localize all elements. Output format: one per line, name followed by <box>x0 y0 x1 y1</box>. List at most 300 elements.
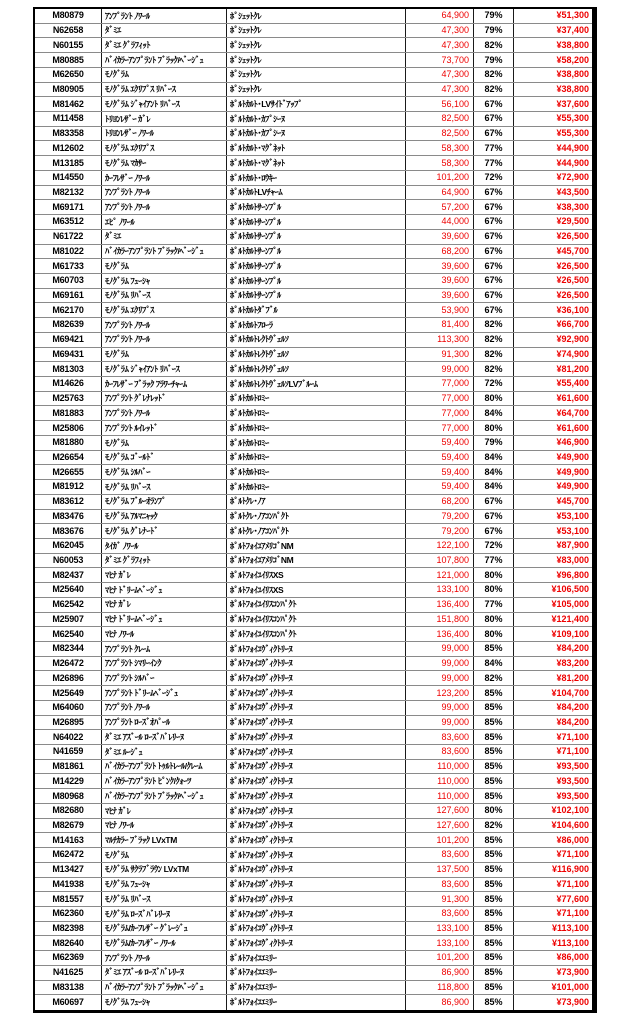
list-price-cell: 83,600 <box>406 730 474 744</box>
table-row <box>35 333 592 348</box>
offer-price-cell: ¥26,500 <box>556 275 589 286</box>
material-color-cell: ｱﾝﾌﾟﾗﾝﾄ ﾛｰｽﾞｵﾊﾟｰﾙ <box>102 716 227 730</box>
rate-cell: 85% <box>474 642 514 656</box>
table-row <box>35 348 592 363</box>
model-number-cell: M60703 <box>35 274 102 288</box>
rate-cell: 84% <box>474 480 514 494</box>
rate-cell: 67% <box>474 495 514 509</box>
rate-cell: 67% <box>474 200 514 214</box>
model-number-cell: M14229 <box>35 774 102 788</box>
rate-cell: 84% <box>474 465 514 479</box>
material-color-cell: ﾓﾉｸﾞﾗﾑ <box>102 259 227 273</box>
rate-cell: 79% <box>474 53 514 67</box>
list-price-cell: 91,300 <box>406 892 474 906</box>
model-number-cell: M81557 <box>35 892 102 906</box>
model-number-cell: M41938 <box>35 878 102 892</box>
list-price-cell: 47,300 <box>406 83 474 97</box>
model-number-cell: M14163 <box>35 833 102 847</box>
rate-cell: 77% <box>474 156 514 170</box>
material-color-cell: ﾊﾞｲｶﾗｰｱﾝﾌﾟﾗﾝﾄ ﾄｩﾙﾄﾚｰﾙ/ｸﾚｰﾑ <box>102 760 227 774</box>
model-number-cell: M13427 <box>35 863 102 877</box>
rate-cell: 67% <box>474 97 514 111</box>
model-number-cell: M69161 <box>35 289 102 303</box>
list-price-cell: 77,000 <box>406 392 474 406</box>
model-number-cell: M83676 <box>35 524 102 538</box>
model-number-cell: M80905 <box>35 83 102 97</box>
table-row <box>35 936 592 951</box>
model-number-cell: M62650 <box>35 68 102 82</box>
rate-cell: 79% <box>474 436 514 450</box>
model-number-cell: M80879 <box>35 9 102 23</box>
table-row <box>35 436 592 451</box>
material-color-cell: ﾓﾉｸﾞﾗﾑ ﾌﾞﾙｰｵﾗﾝﾌﾟ <box>102 495 227 509</box>
offer-price-cell: ¥93,500 <box>556 790 589 801</box>
product-line-cell: ﾎﾟﾙﾄﾌｫｲﾕｳﾞｨｸﾄﾘｰﾇ <box>227 833 406 847</box>
offer-price-cell: ¥87,900 <box>556 540 589 551</box>
model-number-cell: M25907 <box>35 613 102 627</box>
product-line-cell: ﾎﾟﾙﾄｶﾙﾄｻｰﾝﾌﾟﾙ <box>227 259 406 273</box>
rate-cell: 80% <box>474 421 514 435</box>
list-price-cell: 56,100 <box>406 97 474 111</box>
rate-cell: 85% <box>474 995 514 1010</box>
model-number-cell: M64060 <box>35 701 102 715</box>
rate-cell: 85% <box>474 774 514 788</box>
list-price-cell: 57,200 <box>406 200 474 214</box>
table-row <box>35 245 592 260</box>
offer-price-cell: ¥66,700 <box>556 319 589 330</box>
rate-cell: 82% <box>474 318 514 332</box>
product-line-cell: ﾎﾟﾙﾄｶﾙﾄﾚｸﾄｳﾞｪﾙｿ <box>227 362 406 376</box>
model-number-cell: M25806 <box>35 421 102 435</box>
material-color-cell: ｱﾝﾌﾟﾗﾝﾄ ｼﾙﾊﾞｰ <box>102 671 227 685</box>
offer-price-cell: ¥53,100 <box>556 510 589 521</box>
product-line-cell: ﾎﾟﾙﾄﾌｫｲﾕｳﾞｨｸﾄﾘｰﾇ <box>227 848 406 862</box>
offer-price-cell: ¥113,100 <box>551 937 589 948</box>
offer-price-cell: ¥38,300 <box>556 201 589 212</box>
list-price-cell: 91,300 <box>406 348 474 362</box>
rate-cell: 67% <box>474 112 514 126</box>
list-price-cell: 133,100 <box>406 922 474 936</box>
list-price-cell: 59,400 <box>406 451 474 465</box>
rate-cell: 85% <box>474 833 514 847</box>
offer-price-cell: ¥84,200 <box>556 702 589 713</box>
offer-price-cell: ¥86,000 <box>556 952 589 963</box>
model-number-cell: M26655 <box>35 465 102 479</box>
offer-price-cell: ¥45,700 <box>556 496 589 507</box>
rate-cell: 80% <box>474 804 514 818</box>
material-color-cell: ﾓﾉｸﾞﾗﾑ ｻｸﾗﾌﾞﾗｳﾝ LVxTM <box>102 863 227 877</box>
list-price-cell: 136,400 <box>406 627 474 641</box>
offer-price-cell: ¥43,500 <box>556 187 589 197</box>
material-color-cell: ﾓﾉｸﾞﾗﾑ ﾌｭｰｼｬ <box>102 274 227 288</box>
table-row <box>35 24 592 39</box>
material-color-cell: ﾏﾋﾅ ﾉﾜｰﾙ <box>102 819 227 833</box>
table-row <box>35 789 592 804</box>
table-row <box>35 907 592 922</box>
material-color-cell: ﾓﾉｸﾞﾗﾑ ﾏｶｻｰ <box>102 156 227 170</box>
table-row <box>35 230 592 245</box>
material-color-cell: ｱﾝﾌﾟﾗﾝﾄ ﾄﾞﾘｰﾑﾍﾞｰｼﾞｭ <box>102 686 227 700</box>
offer-price-cell: ¥26,500 <box>556 290 589 301</box>
rate-cell: 85% <box>474 922 514 936</box>
list-price-cell: 81,400 <box>406 318 474 332</box>
product-line-cell: ﾎﾟｼｪｯﾄｸﾚ <box>227 53 406 67</box>
rate-cell: 77% <box>474 554 514 568</box>
product-line-cell: ﾎﾟﾙﾄｶﾙﾄﾀﾞﾌﾞﾙ <box>227 303 406 317</box>
material-color-cell: ｱﾝﾌﾟﾗﾝﾄ ﾉﾜｰﾙ <box>102 406 227 420</box>
offer-price-cell: ¥38,800 <box>556 83 589 94</box>
list-price-cell: 99,000 <box>406 716 474 730</box>
material-color-cell: ﾓﾉｸﾞﾗﾑ ｱﾙﾏﾆｬｯｸ <box>102 510 227 524</box>
offer-price-cell: ¥71,100 <box>556 908 589 919</box>
material-color-cell: ｱﾝﾌﾟﾗﾝﾄ ﾉﾜｰﾙ <box>102 318 227 332</box>
model-number-cell: N62658 <box>35 24 102 38</box>
rate-cell: 85% <box>474 701 514 715</box>
list-price-cell: 44,000 <box>406 215 474 229</box>
table-row <box>35 966 592 981</box>
product-line-cell: ﾎﾟﾙﾄｶﾙﾄﾚｸﾄｳﾞｪﾙｿLVﾌﾞﾙｰﾑ <box>227 377 406 391</box>
offer-price-cell: ¥84,200 <box>556 643 589 654</box>
model-number-cell: M83138 <box>35 981 102 995</box>
offer-price-cell: ¥71,100 <box>556 746 589 757</box>
table-row <box>35 97 592 112</box>
offer-price-cell: ¥49,900 <box>556 451 589 462</box>
rate-cell: 77% <box>474 598 514 612</box>
model-number-cell: M62045 <box>35 539 102 553</box>
model-number-cell: N60155 <box>35 38 102 52</box>
product-line-cell: ﾎﾟﾙﾄｶﾙﾄ･ﾏｸﾞﾈｯﾄ <box>227 141 406 155</box>
list-price-cell: 123,200 <box>406 686 474 700</box>
offer-price-cell: ¥116,900 <box>551 864 589 875</box>
material-color-cell: ｱﾝﾌﾟﾗﾝﾄ ﾉﾜｰﾙ <box>102 701 227 715</box>
list-price-cell: 86,900 <box>406 966 474 980</box>
material-color-cell: ｱﾝﾌﾟﾗﾝﾄ ﾉﾜｰﾙ <box>102 200 227 214</box>
model-number-cell: M69171 <box>35 200 102 214</box>
material-color-cell: ｱﾝﾌﾟﾗﾝﾄ ｸﾚｰﾑ <box>102 642 227 656</box>
material-color-cell: ﾓﾉｸﾞﾗﾑ ﾘﾊﾞｰｽ <box>102 480 227 494</box>
list-price-cell: 82,500 <box>406 112 474 126</box>
material-color-cell: ﾀﾞﾐｴ <box>102 230 227 244</box>
product-line-cell: ﾎﾟﾙﾄｸﾚ･ﾉｱ <box>227 495 406 509</box>
rate-cell: 84% <box>474 657 514 671</box>
offer-price-cell: ¥26,500 <box>556 260 589 271</box>
product-line-cell: ﾎﾟﾙﾄﾌｫｲﾕｱﾒﾘｺﾞNM <box>227 554 406 568</box>
product-line-cell: ﾎﾟﾙﾄｶﾙﾄｻｰﾝﾌﾟﾙ <box>227 245 406 259</box>
offer-price-cell: ¥81,200 <box>556 363 589 374</box>
material-color-cell: ﾄﾘﾖﾝﾚｻﾞｰ ﾉﾜｰﾙ <box>102 127 227 141</box>
material-color-cell: ﾄﾘﾖﾝﾚｻﾞｰ ｶﾞﾚ <box>102 112 227 126</box>
product-line-cell: ﾎﾟﾙﾄｶﾙﾄﾛﾐｰ <box>227 392 406 406</box>
model-number-cell: N61722 <box>35 230 102 244</box>
model-number-cell: M26896 <box>35 671 102 685</box>
product-line-cell: ﾎﾟﾙﾄﾌｫｲﾕｳﾞｨｸﾄﾘｰﾇ <box>227 936 406 950</box>
material-color-cell: ﾓﾉｸﾞﾗﾑ ｸﾞﾚﾅｰﾄﾞ <box>102 524 227 538</box>
model-number-cell: M80885 <box>35 53 102 67</box>
rate-cell: 85% <box>474 936 514 950</box>
material-color-cell: ﾏﾋﾅ ﾉﾜｰﾙ <box>102 627 227 641</box>
table-row <box>35 863 592 878</box>
list-price-cell: 133,100 <box>406 936 474 950</box>
material-color-cell: ﾊﾞｲｶﾗｰｱﾝﾌﾟﾗﾝﾄ ﾌﾞﾗｯｸ/ﾍﾞｰｼﾞｭ <box>102 789 227 803</box>
table-row <box>35 156 592 171</box>
material-color-cell: ﾀﾞﾐｴ <box>102 24 227 38</box>
offer-price-cell: ¥96,800 <box>556 569 589 580</box>
offer-price-cell: ¥45,700 <box>556 245 589 256</box>
model-number-cell: M62369 <box>35 951 102 965</box>
material-color-cell: ﾓﾉｸﾞﾗﾑ <box>102 436 227 450</box>
product-line-cell: ﾎﾟﾙﾄﾌｫｲﾕｳﾞｨｸﾄﾘｰﾇ <box>227 730 406 744</box>
model-number-cell: M83476 <box>35 510 102 524</box>
material-color-cell: ﾓﾉｸﾞﾗﾑ ﾘﾊﾞｰｽ <box>102 289 227 303</box>
model-number-cell: M82398 <box>35 922 102 936</box>
offer-price-cell: ¥64,700 <box>556 407 589 418</box>
table-row <box>35 421 592 436</box>
material-color-cell: ﾏﾙﾁｶﾗｰ ﾌﾞﾗｯｸ LVxTM <box>102 833 227 847</box>
table-row <box>35 657 592 672</box>
list-price-cell: 79,200 <box>406 510 474 524</box>
model-number-cell: M61733 <box>35 259 102 273</box>
model-number-cell: M82437 <box>35 568 102 582</box>
list-price-cell: 83,600 <box>406 745 474 759</box>
offer-price-cell: ¥77,600 <box>556 893 589 904</box>
list-price-cell: 83,600 <box>406 848 474 862</box>
offer-price-cell: ¥92,900 <box>556 334 589 345</box>
product-line-cell: ﾎﾟﾙﾄﾌｫｲﾕｳﾞｨｸﾄﾘｰﾇ <box>227 760 406 774</box>
model-number-cell: M62170 <box>35 303 102 317</box>
offer-price-cell: ¥58,200 <box>556 54 589 65</box>
list-price-cell: 73,700 <box>406 53 474 67</box>
product-line-cell: ﾎﾟﾙﾄﾌｫｲﾕｴﾐﾘｰ <box>227 981 406 995</box>
model-number-cell: M82640 <box>35 936 102 950</box>
table-row <box>35 568 592 583</box>
model-number-cell: M81022 <box>35 245 102 259</box>
table-row <box>35 539 592 554</box>
table-row <box>35 510 592 525</box>
rate-cell: 82% <box>474 68 514 82</box>
table-row <box>35 259 592 274</box>
material-color-cell: ｶｰﾌﾚｻﾞｰ ﾉﾜｰﾙ <box>102 171 227 185</box>
model-number-cell: M26472 <box>35 657 102 671</box>
offer-price-cell: ¥29,500 <box>556 216 589 227</box>
model-number-cell: M25763 <box>35 392 102 406</box>
table-row <box>35 171 592 186</box>
rate-cell: 79% <box>474 9 514 23</box>
list-price-cell: 39,600 <box>406 274 474 288</box>
product-line-cell: ﾎﾟﾙﾄｶﾙﾄﾛﾐｰ <box>227 451 406 465</box>
table-row <box>35 995 592 1010</box>
product-line-cell: ﾎﾟﾙﾄﾌｫｲﾕｳﾞｨｸﾄﾘｰﾇ <box>227 789 406 803</box>
list-price-cell: 47,300 <box>406 24 474 38</box>
rate-cell: 77% <box>474 141 514 155</box>
product-line-cell: ﾎﾟﾙﾄｶﾙﾄﾚｸﾄｳﾞｪﾙｿ <box>227 333 406 347</box>
model-number-cell: M82680 <box>35 804 102 818</box>
offer-price-cell: ¥86,000 <box>556 834 589 845</box>
offer-price-cell: ¥105,000 <box>551 599 589 610</box>
rate-cell: 85% <box>474 907 514 921</box>
product-line-cell: ﾎﾟﾙﾄﾌｫｲﾕｲﾘｽXS <box>227 568 406 582</box>
rate-cell: 80% <box>474 583 514 597</box>
rate-cell: 67% <box>474 274 514 288</box>
offer-price-cell: ¥71,100 <box>556 849 589 860</box>
table-row <box>35 83 592 98</box>
product-line-cell: ﾎﾟﾙﾄﾌｫｲﾕｳﾞｨｸﾄﾘｰﾇ <box>227 671 406 685</box>
material-color-cell: ｶｰﾌﾚｻﾞｰ ﾌﾞﾗｯｸ ﾌﾗﾜｰﾁｬｰﾑ <box>102 377 227 391</box>
model-number-cell: M82132 <box>35 186 102 200</box>
model-number-cell: M25649 <box>35 686 102 700</box>
product-line-cell: ﾎﾟﾙﾄﾌｫｲﾕｳﾞｨｸﾄﾘｰﾇ <box>227 642 406 656</box>
model-number-cell: M82344 <box>35 642 102 656</box>
table-row <box>35 981 592 996</box>
offer-price-cell: ¥51,300 <box>556 10 589 21</box>
product-line-cell: ﾎﾟﾙﾄﾌｫｲﾕｴﾐﾘｰ <box>227 966 406 980</box>
list-price-cell: 151,800 <box>406 613 474 627</box>
model-number-cell: N60053 <box>35 554 102 568</box>
product-line-cell: ﾎﾟﾙﾄｸﾚ･ﾉｱｺﾝﾊﾟｸﾄ <box>227 524 406 538</box>
material-color-cell: ﾓﾉｸﾞﾗﾑ/ｶｰﾌﾚｻﾞｰ ﾉﾜｰﾙ <box>102 936 227 950</box>
list-price-cell: 64,900 <box>406 9 474 23</box>
list-price-cell: 83,600 <box>406 907 474 921</box>
table-row <box>35 112 592 127</box>
offer-price-cell: ¥26,500 <box>556 231 589 242</box>
material-color-cell: ｱﾝﾌﾟﾗﾝﾄ ﾉﾜｰﾙ <box>102 186 227 200</box>
material-color-cell: ﾀｲｶﾞ ﾉﾜｰﾙ <box>102 539 227 553</box>
table-row <box>35 9 592 24</box>
table-row <box>35 642 592 657</box>
table-row <box>35 68 592 83</box>
material-color-cell: ｱﾝﾌﾟﾗﾝﾄ ﾉﾜｰﾙ <box>102 951 227 965</box>
rate-cell: 80% <box>474 568 514 582</box>
list-price-cell: 47,300 <box>406 38 474 52</box>
model-number-cell: M81912 <box>35 480 102 494</box>
offer-price-cell: ¥81,200 <box>556 672 589 683</box>
product-line-cell: ﾎﾟｼｪｯﾄｸﾚ <box>227 9 406 23</box>
model-number-cell: M83612 <box>35 495 102 509</box>
product-line-cell: ﾎﾟﾙﾄｶﾙﾄﾚｸﾄｳﾞｪﾙｿ <box>227 348 406 362</box>
offer-price-cell: ¥44,900 <box>556 142 589 153</box>
list-price-cell: 39,600 <box>406 289 474 303</box>
material-color-cell: ｱﾝﾌﾟﾗﾝﾄ ｼﾏﾘｰｲﾝｸ <box>102 657 227 671</box>
model-number-cell: N41625 <box>35 966 102 980</box>
model-number-cell: M14626 <box>35 377 102 391</box>
model-number-cell: M81303 <box>35 362 102 376</box>
material-color-cell: ｴﾋﾟ ﾉﾜｰﾙ <box>102 215 227 229</box>
table-row <box>35 53 592 68</box>
product-line-cell: ﾎﾟﾙﾄｶﾙﾄﾛﾐｰ <box>227 421 406 435</box>
model-number-cell: M26895 <box>35 716 102 730</box>
offer-price-cell: ¥53,100 <box>556 525 589 536</box>
material-color-cell: ﾓﾉｸﾞﾗﾑ ﾌｭｰｼｬ <box>102 878 227 892</box>
product-line-cell: ﾎﾟﾙﾄﾌｫｲﾕｲﾘｽｺﾝﾊﾟｸﾄ <box>227 598 406 612</box>
table-row <box>35 627 592 642</box>
material-color-cell: ﾓﾉｸﾞﾗﾑ ﾌｭｰｼｬ <box>102 995 227 1010</box>
product-line-cell: ﾎﾟﾙﾄﾌｫｲﾕｳﾞｨｸﾄﾘｰﾇ <box>227 686 406 700</box>
offer-price-cell: ¥93,500 <box>556 761 589 772</box>
offer-price-cell: ¥104,700 <box>551 687 589 698</box>
list-price-cell: 122,100 <box>406 539 474 553</box>
model-number-cell: M69421 <box>35 333 102 347</box>
model-number-cell: M14550 <box>35 171 102 185</box>
table-row <box>35 186 592 201</box>
offer-price-cell: ¥83,000 <box>556 555 589 566</box>
table-row <box>35 730 592 745</box>
model-number-cell: M62360 <box>35 907 102 921</box>
list-price-cell: 110,000 <box>406 760 474 774</box>
product-line-cell: ﾎﾟﾙﾄﾌｫｲﾕｴﾐﾘｰ <box>227 951 406 965</box>
product-line-cell: ﾎﾟﾙﾄｶﾙﾄｻｰﾝﾌﾟﾙ <box>227 274 406 288</box>
list-price-cell: 39,600 <box>406 230 474 244</box>
offer-price-cell: ¥37,600 <box>556 98 589 109</box>
table-row <box>35 451 592 466</box>
material-color-cell: ﾏﾋﾅ ﾄﾞﾘｰﾑﾍﾞｰｼﾞｭ <box>102 613 227 627</box>
table-row <box>35 524 592 539</box>
product-line-cell: ﾎﾟﾙﾄｶﾙﾄｻｰﾝﾌﾟﾙ <box>227 289 406 303</box>
material-color-cell: ﾊﾞｲｶﾗｰｱﾝﾌﾟﾗﾝﾄ ﾋﾟﾝｸ/ｸｫｰﾂ <box>102 774 227 788</box>
product-line-cell: ﾎﾟﾙﾄｶﾙﾄLVﾁｬｰﾑ <box>227 186 406 200</box>
list-price-cell: 118,800 <box>406 981 474 995</box>
rate-cell: 85% <box>474 863 514 877</box>
rate-cell: 85% <box>474 760 514 774</box>
table-row <box>35 745 592 760</box>
material-color-cell: ﾏﾋﾅ ｶﾞﾚ <box>102 598 227 612</box>
material-color-cell: ﾓﾉｸﾞﾗﾑ ﾘﾊﾞｰｽ <box>102 892 227 906</box>
model-number-cell: N41659 <box>35 745 102 759</box>
table-row <box>35 318 592 333</box>
table-row <box>35 274 592 289</box>
rate-cell: 82% <box>474 362 514 376</box>
material-color-cell: ﾓﾉｸﾞﾗﾑ ｴｸﾘﾌﾟｽ <box>102 303 227 317</box>
table-row <box>35 303 592 318</box>
rate-cell: 85% <box>474 745 514 759</box>
material-color-cell: ﾏﾋﾅ ｶﾞﾚ <box>102 804 227 818</box>
product-line-cell: ﾎﾟﾙﾄｶﾙﾄﾌﾛｰﾗ <box>227 318 406 332</box>
rate-cell: 72% <box>474 539 514 553</box>
material-color-cell: ﾓﾉｸﾞﾗﾑ ﾛｰｽﾞﾊﾞﾚﾘｰﾇ <box>102 907 227 921</box>
offer-price-cell: ¥104,600 <box>551 819 589 830</box>
table-row <box>35 127 592 142</box>
list-price-cell: 101,200 <box>406 951 474 965</box>
table-row <box>35 377 592 392</box>
rate-cell: 79% <box>474 24 514 38</box>
rate-cell: 67% <box>474 215 514 229</box>
list-price-cell: 68,200 <box>406 495 474 509</box>
table-row <box>35 878 592 893</box>
rate-cell: 67% <box>474 186 514 200</box>
model-number-cell: M82679 <box>35 819 102 833</box>
table-row <box>35 480 592 495</box>
model-number-cell: M62542 <box>35 598 102 612</box>
model-number-cell: M83358 <box>35 127 102 141</box>
rate-cell: 80% <box>474 627 514 641</box>
list-price-cell: 82,500 <box>406 127 474 141</box>
material-color-cell: ｱﾝﾌﾟﾗﾝﾄ ﾙｲﾚｯﾄﾞ <box>102 421 227 435</box>
model-number-cell: N64022 <box>35 730 102 744</box>
model-number-cell: M26654 <box>35 451 102 465</box>
offer-price-cell: ¥49,900 <box>556 466 589 477</box>
material-color-cell: ﾓﾉｸﾞﾗﾑ <box>102 68 227 82</box>
offer-price-cell: ¥83,200 <box>556 658 589 669</box>
table-row <box>35 833 592 848</box>
product-line-cell: ﾎﾟﾙﾄｶﾙﾄ･ｶﾌﾟｼｰﾇ <box>227 127 406 141</box>
material-color-cell: ﾏﾋﾅ ﾄﾞﾘｰﾑﾍﾞｰｼﾞｭ <box>102 583 227 597</box>
material-color-cell: ﾀﾞﾐｴ ｸﾞﾗﾌｨｯﾄ <box>102 554 227 568</box>
table-row <box>35 892 592 907</box>
list-price-cell: 110,000 <box>406 774 474 788</box>
product-line-cell: ﾎﾟﾙﾄｶﾙﾄﾛﾐｰ <box>227 406 406 420</box>
table-row <box>35 406 592 421</box>
rate-cell: 85% <box>474 686 514 700</box>
product-line-cell: ﾎﾟﾙﾄﾌｫｲﾕｳﾞｨｸﾄﾘｰﾇ <box>227 804 406 818</box>
material-color-cell: ﾓﾉｸﾞﾗﾑ <box>102 348 227 362</box>
